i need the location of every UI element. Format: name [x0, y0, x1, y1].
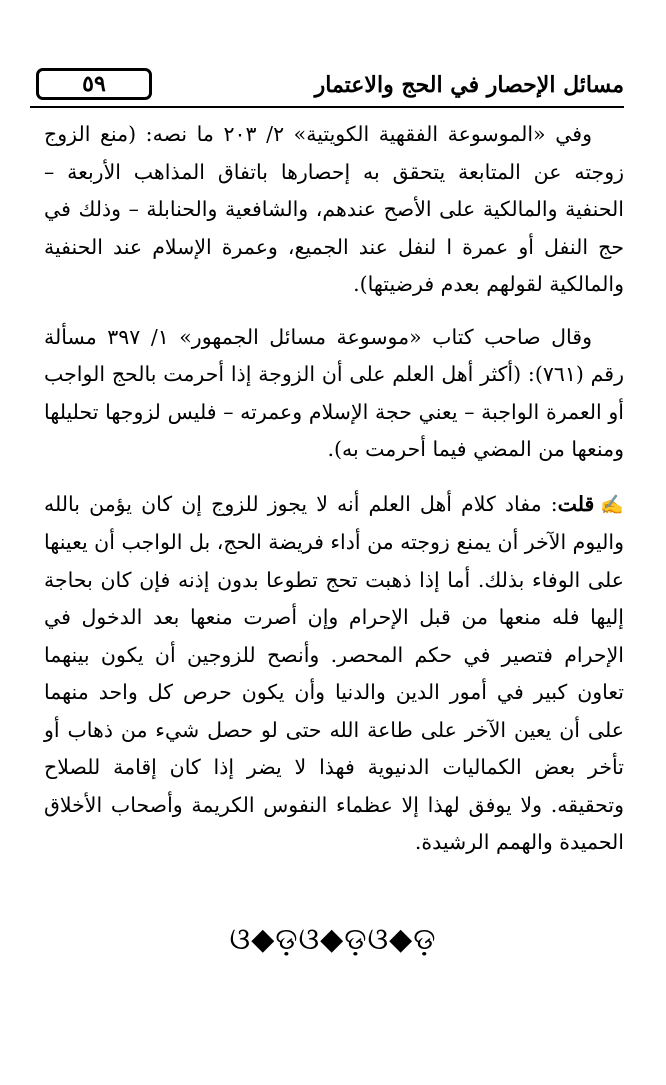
paragraph-kuwaiti-encyclopedia: وفي «الموسوعة الفقهية الكويتية» ٢/ ٢٠٣ ما نصه: (منع الزوج زوجته عن المتابعة يتحقق به إحصارها باتفاق المذاهب الأربعة – الحنفية والمالكية على الأصح عندهم، والشافعية والحنابلة – وذلك في حج النفل أو عمرة ا لنفل عند الجميع، وعمرة الإسلام عند الحنفية والمالكية لقولهم بعدم فرضيتها).	[44, 122, 624, 296]
paragraph-jumhur-encyclopedia: وقال صاحب كتاب «موسوعة مسائل الجمهور» ١/ ٣٩٧ مسألة رقم (٧٦١): (أكثر أهل العلم على أن الزوجة إذا أحرمت بالحج الواجب أو العمرة الواجبة – يعني حجة الإسلام وعمرته – فليس لزوجها تحليلها ومنعها من المضي فيما أحرمت به).	[44, 324, 624, 461]
note-lead-word: قلت	[557, 491, 595, 516]
note-text: : مفاد كلام أهل العلم أنه لا يجوز للزوج إن كان يؤمن بالله واليوم الآخر أن يمنع زوجته من أداء فريضة الحج، بل الواجب أن يعينها على الوفاء بذلك. أما إذا ذهبت تحج تطوعا بدون إذنه فإن كان بحاجة إليها فله منعها من قبل الإحرام وإن أصرت منعها بعد الدخول في الإحرام فتصير في حكم المحصر. وأنصح للزوجين أن يكون بينهما تعاون كبير في أمور الدين والدنيا وأن يكون حرص كل واحد منهما على أن يعين الآخر على طاعة الله حتى لو حصل شيء من ذهاب أو تأخر بعض الكماليات الدنيوية فهذا لا يضر إذا كان إقامة للصلاح وتحقيقه. ولا يوفق لهذا إلا عظماء النفوس الكريمة وأصحاب الأخلاق الحميدة والهمم الرشيدة.	[44, 491, 624, 854]
page-body	[44, 116, 624, 862]
header-rule	[30, 106, 624, 108]
page-header	[30, 62, 624, 108]
running-title: مسائل الإحصار في الحج والاعتمار	[314, 72, 624, 98]
paragraph-author-note	[44, 486, 624, 862]
page-number: ٥٩	[36, 68, 152, 100]
pen-icon: ✍	[600, 493, 624, 516]
ornament-divider-icon: ଓ◆ଡ଼ଓ◆ଡ଼ଓ◆ଡ଼	[229, 922, 437, 957]
